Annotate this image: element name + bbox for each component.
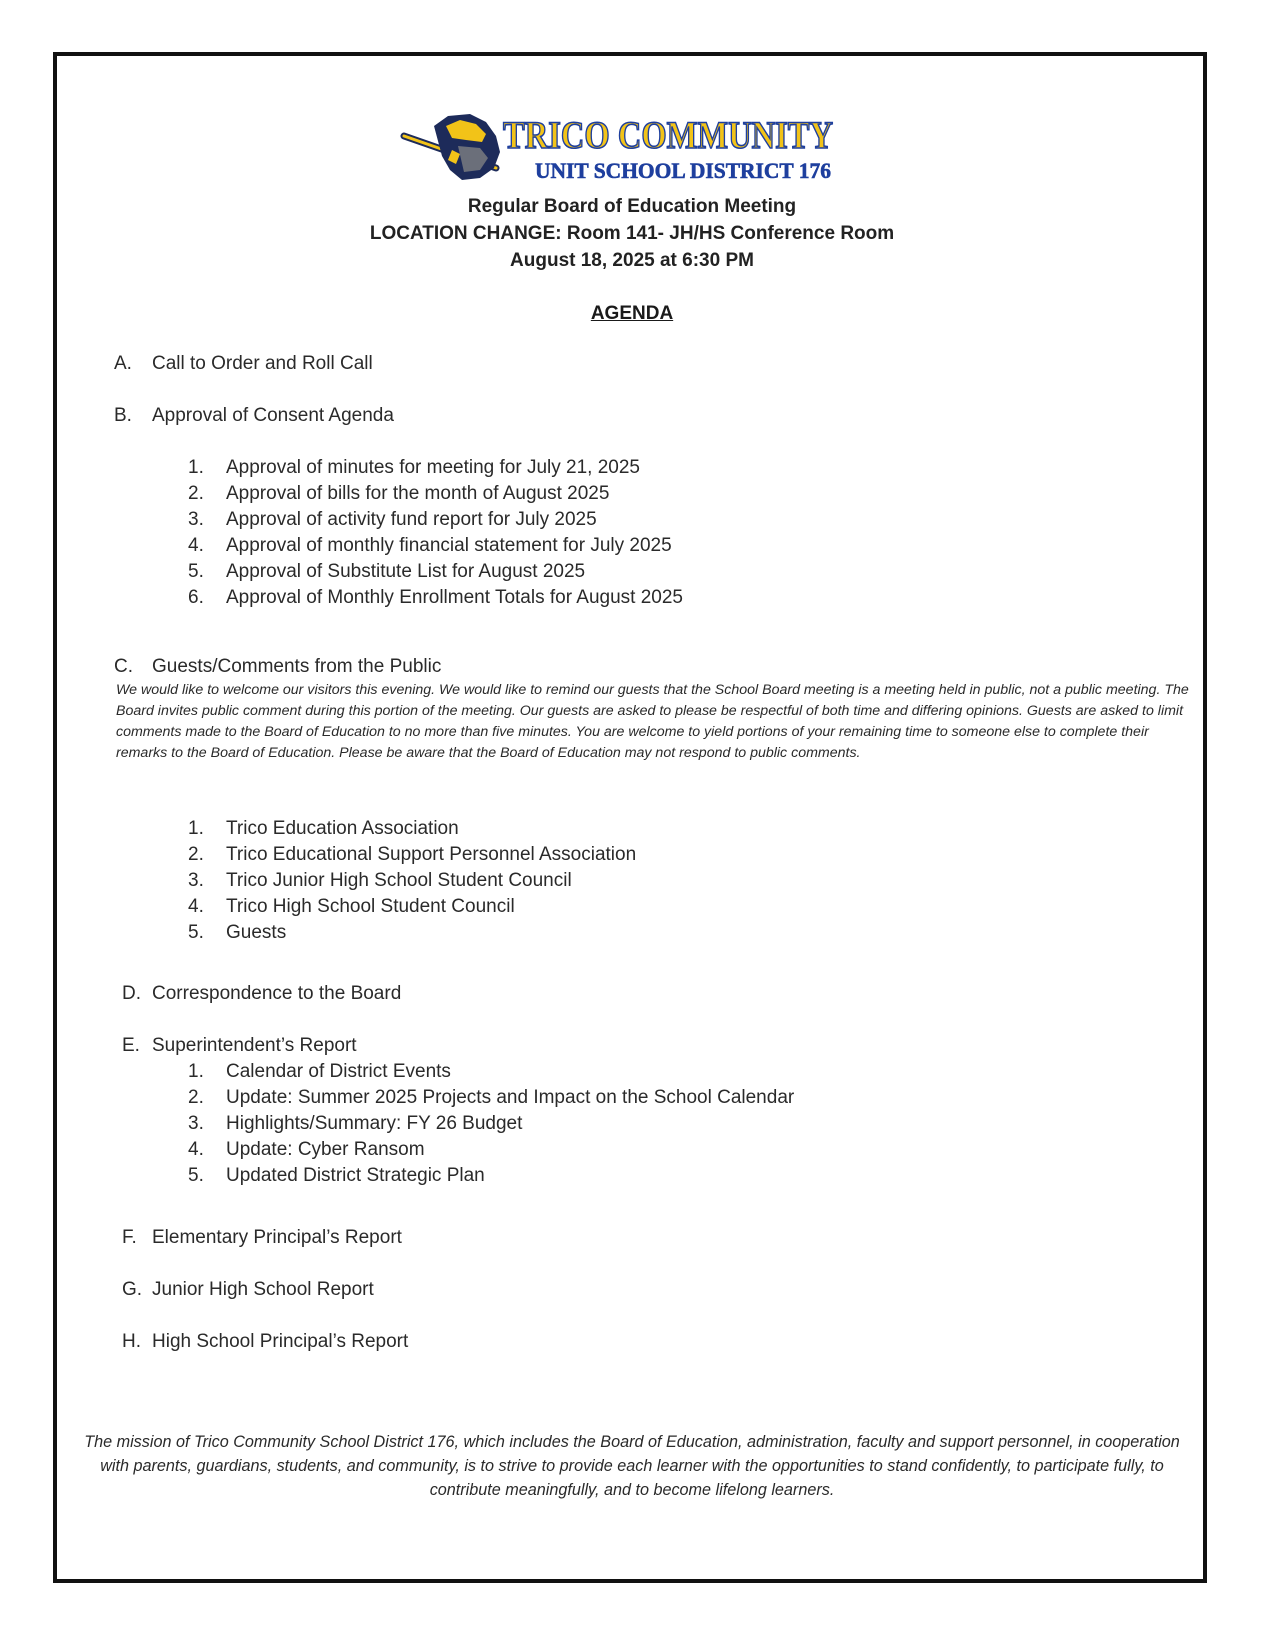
section-letter: D. [122, 983, 141, 1004]
list-item: 5. Approval of Substitute List for August 2025 [188, 561, 586, 582]
logo-line-2: UNIT SCHOOL DISTRICT 176 [535, 158, 831, 183]
section-letter: E. [122, 1035, 140, 1056]
list-item: 2. Approval of bills for the month of August 2025 [188, 483, 610, 504]
section-letter: A. [114, 353, 132, 374]
section-letter: H. [122, 1331, 141, 1352]
section-letter: G. [122, 1279, 143, 1300]
location-change: LOCATION CHANGE: Room 141- JH/HS Conference Room [369, 223, 895, 244]
list-item: 6. Approval of Monthly Enrollment Totals for August 2025 [188, 587, 683, 608]
section-title: Approval of Consent Agenda [152, 405, 394, 426]
meeting-title: Regular Board of Education Meeting [467, 196, 797, 217]
list-item: 1. Calendar of District Events [188, 1061, 451, 1082]
list-item: 2. Update: Summer 2025 Projects and Impact on the School Calendar [188, 1087, 795, 1108]
section-f [122, 1227, 402, 1249]
list-item: 4. Trico High School Student Council [188, 896, 515, 917]
section-title: Superintendent’s Report [152, 1035, 357, 1056]
list-item: 3. Highlights/Summary: FY 26 Budget [188, 1113, 523, 1134]
section-c [114, 656, 441, 678]
list-item: 3. Approval of activity fund report for July 2025 [188, 509, 597, 530]
section-title: Junior High School Report [152, 1279, 374, 1300]
section-title: High School Principal’s Report [152, 1331, 409, 1352]
section-b [114, 405, 394, 427]
section-d [122, 983, 401, 1005]
district-logo [400, 112, 870, 186]
section-a [114, 353, 373, 375]
list-item: 4. Update: Cyber Ransom [188, 1139, 425, 1160]
public-comment-note: We would like to welcome our visitors this evening. We would like to remind our guests that the School Board meeting is a meeting held in public, not a public meeting. The Board invites public comment during this portion of the meeting. Our guests are asked to please be respectful of both time and differing opinions. Guests are asked to limit comments made to the Board of Education to no more than five minutes. You are welcome to yield portions of your remaining time to someone else to complete their remarks to the Board of Education. Please be aware that the Board of Education may not respond to public comments. [116, 682, 1189, 761]
meeting-date: August 18, 2025 at 6:30 PM [510, 250, 754, 271]
section-title: Guests/Comments from the Public [152, 656, 442, 677]
list-item: 1. Approval of minutes for meeting for July 21, 2025 [188, 457, 641, 478]
section-letter: F. [122, 1227, 137, 1248]
section-title: Elementary Principal’s Report [152, 1227, 402, 1248]
logo-line-1: TRICO COMMUNITY [503, 114, 833, 157]
list-item: 1. Trico Education Association [188, 818, 459, 839]
knight-emblem-icon [404, 114, 500, 180]
list-item: 2. Trico Educational Support Personnel Association [188, 844, 637, 865]
section-h [122, 1331, 408, 1353]
agenda-heading: AGENDA [590, 303, 674, 324]
section-g [122, 1279, 374, 1301]
section-letter: C. [114, 656, 133, 677]
mission-statement: The mission of Trico Community School District 176, which includes the Board of Education, administration, faculty and support personnel, in cooperation with parents, guardians, students, and community, is to strive to provide each learner with the opportunities to stand confidently, to participate fully, to contribute meaningfully, and to become lifelong learners. [84, 1433, 1180, 1499]
list-item: 3. Trico Junior High School Student Council [188, 870, 572, 891]
list-item: 5. Updated District Strategic Plan [188, 1165, 485, 1186]
section-title: Call to Order and Roll Call [152, 353, 373, 374]
section-letter: B. [114, 405, 132, 426]
list-item: 5. Guests [188, 922, 287, 943]
list-item: 4. Approval of monthly financial statement for July 2025 [188, 535, 672, 556]
section-e [122, 1035, 357, 1057]
section-title: Correspondence to the Board [152, 983, 402, 1004]
